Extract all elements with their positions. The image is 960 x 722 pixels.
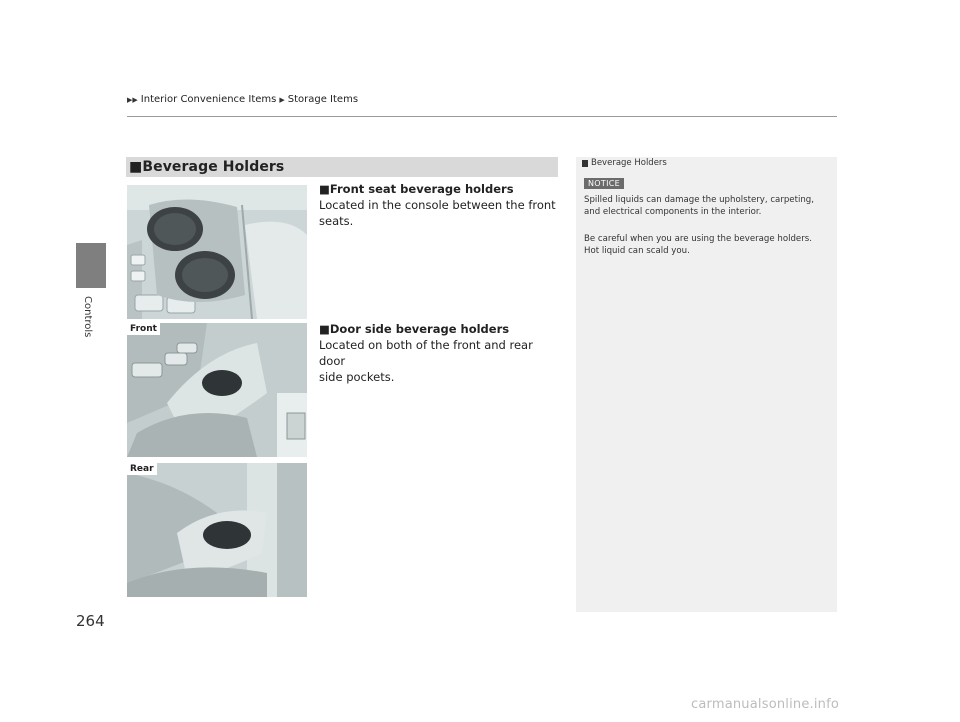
- door-side-description: Located on both of the front and rear door side pockets.: [319, 338, 533, 384]
- front-seat-description: Located in the console between the front seats.: [319, 198, 556, 228]
- caution-text: Be careful when you are using the beverage holders. Hot liquid can scald you.: [584, 234, 812, 256]
- section-heading-bar: [126, 157, 558, 177]
- breadcrumb: [127, 94, 358, 105]
- sidebar-heading: Beverage Holders: [582, 158, 667, 168]
- chapter-label: Controls: [82, 296, 93, 338]
- page-number: 264: [76, 612, 105, 630]
- sidebar-note: [576, 157, 837, 612]
- breadcrumb-item[interactable]: Interior Convenience Items: [140, 94, 277, 105]
- header-divider: [127, 116, 837, 117]
- note-marker-icon: [582, 160, 588, 167]
- watermark: carmanualsonline.info: [691, 697, 840, 712]
- breadcrumb-arrow-icon: ▶: [279, 95, 285, 104]
- breadcrumb-arrow-icon: ▶▶: [127, 95, 138, 104]
- section-marker-icon: ■: [129, 159, 143, 175]
- front-photo-label: Front: [127, 323, 160, 335]
- notice-badge: NOTICE: [584, 178, 624, 189]
- chapter-tab: [76, 243, 106, 288]
- front-door-cupholder-photo: [127, 323, 307, 457]
- section-title: ■Beverage Holders: [129, 159, 285, 175]
- front-seat-heading: ■Front seat beverage holders: [319, 182, 514, 196]
- breadcrumb-item[interactable]: Storage Items: [287, 94, 359, 105]
- console-cupholder-photo: [127, 185, 307, 319]
- notice-text: Spilled liquids can damage the upholstery, carpeting, and electrical components in the interior.: [584, 195, 814, 217]
- door-side-heading: ■Door side beverage holders: [319, 322, 510, 336]
- rear-photo-label: Rear: [127, 463, 157, 475]
- rear-door-cupholder-photo: [127, 463, 307, 597]
